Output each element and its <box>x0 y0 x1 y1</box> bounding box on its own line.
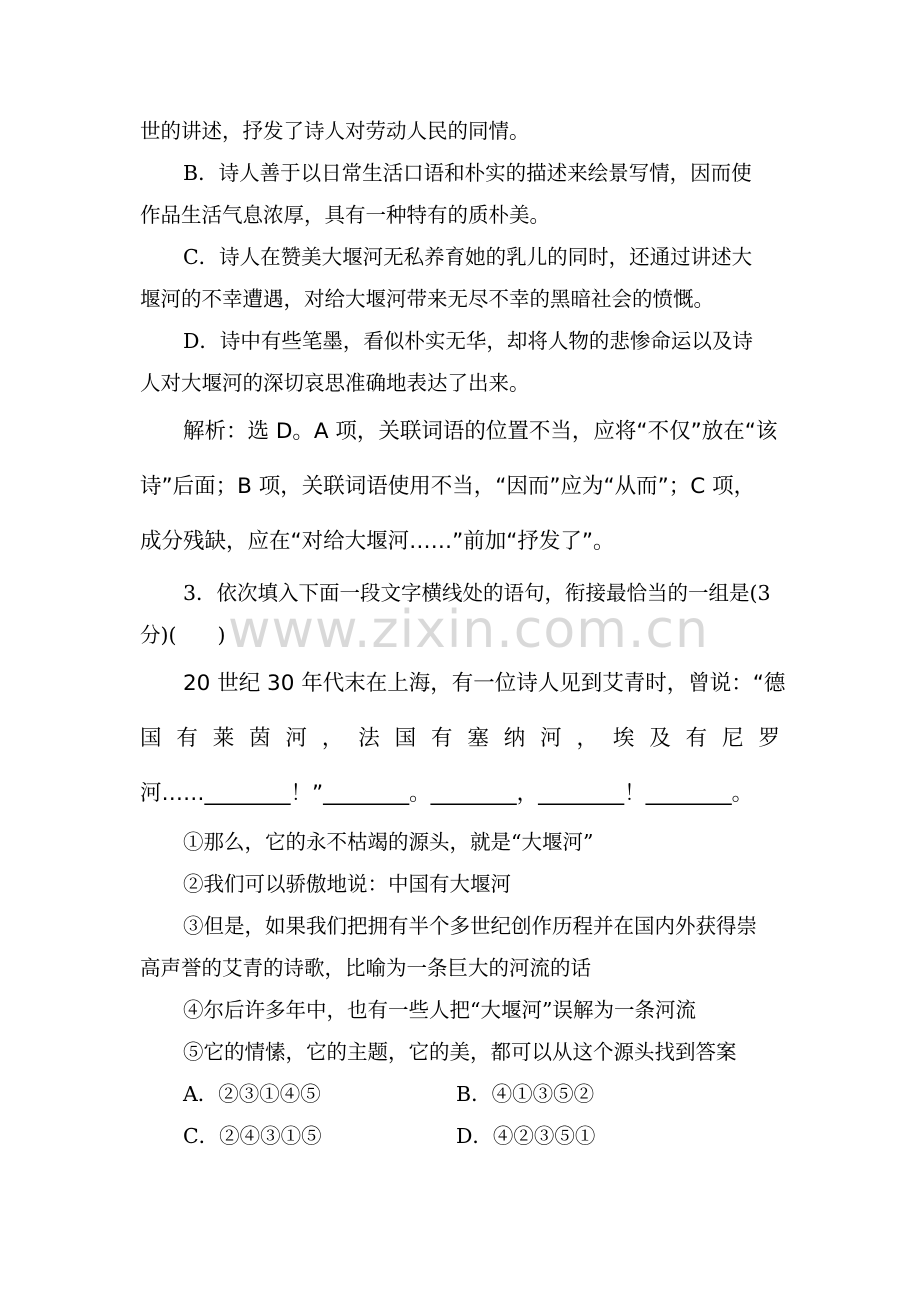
sentence-2: ②我们可以骄傲地说：中国有大堰河 <box>183 872 511 896</box>
analysis-line: 解析：选 D。A 项，关联词语的位置不当，应将“不仅”放在“该 <box>183 419 778 444</box>
passage-char: 塞 <box>467 726 489 751</box>
choice-c: C．②④③①⑤ <box>183 1124 322 1148</box>
passage-char: 茵 <box>249 726 271 751</box>
question-3-stem: 3．依次填入下面一段文字横线处的语句，衔接最恰当的一组是(3 <box>183 581 771 605</box>
passage-char: 河 <box>540 726 562 751</box>
analysis-line: 成分残缺，应在“对给大堰河……”前加“抒发了”。 <box>140 529 615 554</box>
passage-char: 莱 <box>212 726 235 751</box>
passage-char: 尼 <box>722 726 744 751</box>
choice-d: D．④②③⑤① <box>456 1124 596 1148</box>
passage-char: 国 <box>140 726 162 751</box>
choice-b: B．④①③⑤② <box>456 1082 595 1106</box>
passage-char: 埃 <box>612 726 635 751</box>
option-d-line: D．诗中有些笔墨，看似朴实无华，却将人物的悲惨命运以及诗 <box>183 329 753 353</box>
passage-char: 及 <box>649 726 671 751</box>
option-text-line: 作品生活气息浓厚，具有一种特有的质朴美。 <box>140 203 550 227</box>
option-b-line: B．诗人善于以日常生活口语和朴实的描述来绘景写情，因而使 <box>183 161 752 185</box>
passage-blanks-line: 河……________！”________。________，________！________。 <box>140 781 754 806</box>
choice-a: A．②③①④⑤ <box>183 1082 321 1106</box>
passage-char: 河 <box>285 726 308 751</box>
sentence-3-continued: 高声誉的艾青的诗歌，比喻为一条巨大的河流的话 <box>140 956 591 980</box>
sentence-4: ④尔后许多年中，也有一些人把“大堰河”误解为一条河流 <box>183 998 696 1022</box>
passage-line-justified <box>140 721 780 752</box>
sentence-1: ①那么，它的永不枯竭的源头，就是“大堰河” <box>183 830 594 854</box>
passage-char: 有 <box>176 726 198 751</box>
option-text-line: 人对大堰河的深切哀思准确地表达了出来。 <box>140 371 530 395</box>
passage-char: 法 <box>358 726 380 751</box>
option-text-line: 堰河的不幸遭遇，对给大堰河带来无尽不幸的黑暗社会的愤慨。 <box>140 287 714 311</box>
analysis-line: 诗”后面；B 项，关联词语使用不当，“因而”应为“从而”；C 项， <box>140 474 756 499</box>
option-text-line: 世的讲述，抒发了诗人对劳动人民的同情。 <box>140 119 530 143</box>
question-3-stem: 分)( ) <box>140 623 226 647</box>
passage-char: 国 <box>394 726 417 751</box>
passage-line: 20 世纪 30 年代末在上海，有一位诗人见到艾青时，曾说：“德 <box>183 671 786 696</box>
passage-char: ， <box>321 726 344 751</box>
option-c-line: C．诗人在赞美大堰河无私养育她的乳儿的同时，还通过讲述大 <box>183 245 753 269</box>
passage-char: 有 <box>431 726 453 751</box>
watermark: www.zixin.com.cn <box>228 600 709 660</box>
sentence-5: ⑤它的情愫，它的主题，它的美，都可以从这个源头找到答案 <box>183 1040 737 1064</box>
passage-char: 罗 <box>758 726 780 751</box>
sentence-3: ③但是，如果我们把拥有半个多世纪创作历程并在国内外获得崇 <box>183 914 757 938</box>
passage-char: 纳 <box>503 726 526 751</box>
passage-char: ， <box>576 726 599 751</box>
passage-char: 有 <box>685 726 708 751</box>
